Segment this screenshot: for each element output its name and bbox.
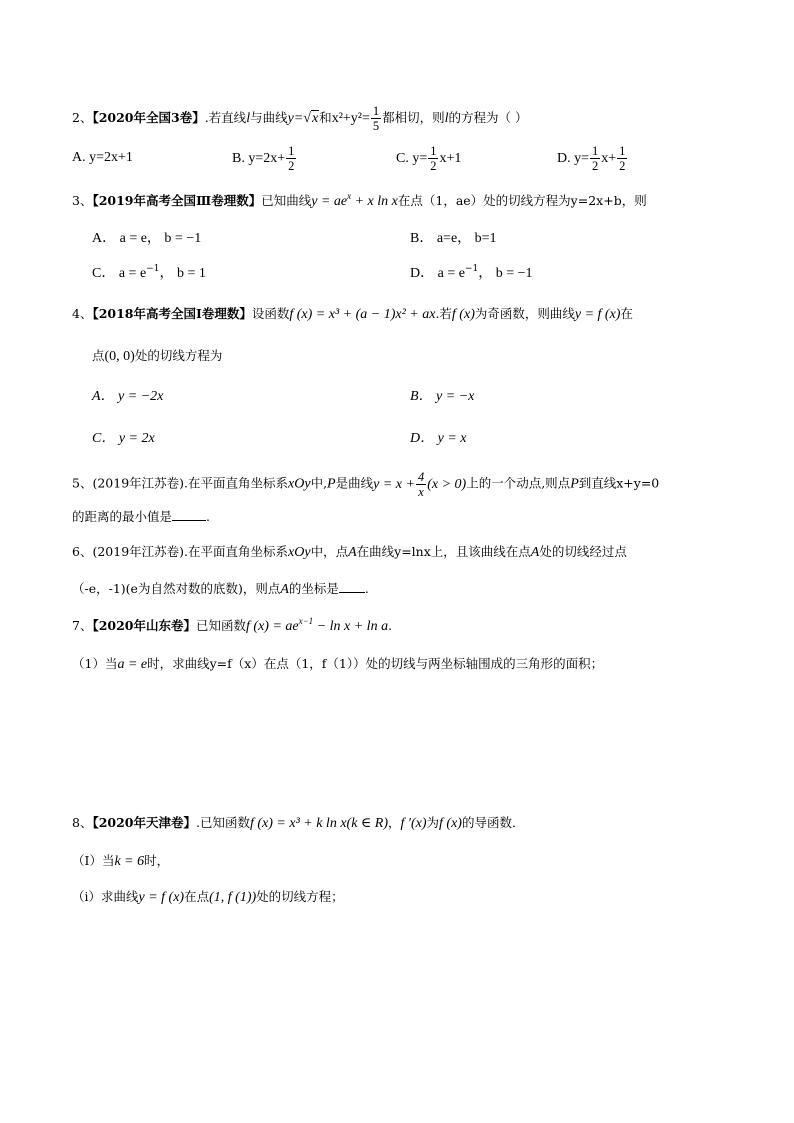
q4-point: (0, 0) <box>104 349 135 364</box>
q8-source: 【2020年天津卷】 <box>92 815 196 830</box>
q4-line1 <box>72 305 633 324</box>
q3-line1 <box>72 192 647 211</box>
q4-formula: f (x) = x³ + (a − 1)x² + ax <box>289 307 436 322</box>
q2-sqrt: √x <box>303 111 319 126</box>
q7-source: 【2020年山东卷】 <box>92 618 196 633</box>
q6-xoy: xOy <box>288 545 311 560</box>
q7-line1: 7、【2020年山东卷】已知函数f $(x) = ae^{x-1} - \ln x + \ln a$. <box>72 616 393 634</box>
q2-text-3: 和 <box>319 110 332 125</box>
q4-line2: 点(0, 0)处的切线方程为 <box>92 348 223 364</box>
q8-derivative: f ′(x) <box>400 816 427 831</box>
q7-number: 7、 <box>72 618 93 633</box>
q7-formula: f $(x) = ae^{x-1} - \ln x + \ln a$ <box>246 616 389 634</box>
q2-source: 【2020年全国3卷】 <box>92 110 205 125</box>
q8-formula: f (x) = x³ + k ln x(k ∈ R) <box>249 816 388 831</box>
q2-option-d: D. y= $\frac{1}{2}$ x+ $\frac{1}{2}$ <box>557 144 626 173</box>
q3-text-1: 已知曲线 <box>261 193 312 208</box>
q8-line1: 8、【2020年天津卷】.已知函数f (x) = x³ + k ln x(k ∈ R)，f ′(x)为f (x)的导函数． <box>72 815 525 831</box>
q3-text-2: 在点（1，ae）处的切线方程为y=2x+b，则 <box>397 193 647 208</box>
q5-source: (2019年江苏卷) <box>92 475 185 491</box>
q8-subpart-i: （i）求曲线y = f (x)在点(1, f (1))处的切线方程； <box>72 889 344 905</box>
q4-text-4: 在 <box>620 306 633 321</box>
q4-option-d: D． y = x <box>410 431 467 446</box>
q7-part1: （1）当a = e时，求曲线y=f（x）在点（1，f（1））处的切线与两坐标轴围成的三角形的面积； <box>72 656 604 672</box>
q4-number: 4、 <box>72 306 93 321</box>
q2-text-5: 的方程为（ ） <box>448 110 528 125</box>
q2-text-2: 与曲线 <box>250 110 288 125</box>
q2-number: 2、 <box>72 110 93 125</box>
q5-line1: 5、(2019年江苏卷).在平面直角坐标系xOy中,P是曲线y = x + $\frac{4}{x}$ (x > 0)上的一个动点,则点P到直线x+y=0 <box>72 470 660 499</box>
q6-line1: 6、(2019年江苏卷).在平面直角坐标系xOy中，点A在曲线y=lnx上，且该曲线在点A处的切线经过点 <box>72 544 627 560</box>
q8-number: 8、 <box>72 815 93 830</box>
q2-option-c: C. y= $\frac{1}{2}$ x+1 <box>396 144 462 173</box>
q2-option-a: A. y=2x+1 <box>72 150 133 165</box>
q8-part1: （Ⅰ）当k = 6时， <box>72 853 170 869</box>
q3-formula: $y = ae^x + x$ ln x <box>311 191 398 209</box>
q3-option-a: A． a = e， b = −1 <box>92 231 202 246</box>
q2-line1 <box>72 104 528 133</box>
q4-source: 【2018年高考全国Ⅰ卷理数】 <box>92 306 252 321</box>
q4-text-2: .若 <box>435 306 452 321</box>
q5-line2: 的距离的最小值是 . <box>72 509 210 524</box>
q4-fx: f (x) <box>451 307 475 322</box>
q6-answer-blank[interactable] <box>339 580 365 593</box>
q6-source: (2019年江苏卷) <box>92 544 185 559</box>
q2-option-b: B. y=2x+ $\frac{1}{2}$ <box>232 144 295 173</box>
q4-text-1: 设函数 <box>251 306 290 321</box>
q5-number: 5、 <box>72 475 93 491</box>
q4-option-a: A． y = −2x <box>92 389 164 404</box>
q4-option-b: B． y = −x <box>410 389 475 404</box>
q2-text-4: 都相切，则 <box>382 110 445 125</box>
q5-answer-blank[interactable] <box>172 508 206 521</box>
q2-eq2: x²+y²= <box>331 111 370 126</box>
q3-number: 3、 <box>72 193 93 208</box>
q3-source: 【2019年高考全国Ⅲ卷理数】 <box>92 193 262 208</box>
q2-line-l: l <box>246 111 251 126</box>
q2-text-1: .若直线 <box>204 110 247 125</box>
q4-option-c: C． y = 2x <box>92 431 155 446</box>
q3-option-c: C． $a = e^{-1}$， b = 1 <box>92 264 206 281</box>
q6-line2: （-e，-1)(e为自然对数的底数)，则点A的坐标是 . <box>72 581 369 597</box>
q2-fraction: $\frac{1}{5}$ <box>372 104 380 133</box>
q5-xoy: xOy <box>288 476 311 492</box>
q2-eq1: y= <box>287 111 304 126</box>
q4-text-3: 为奇函数，则曲线 <box>474 306 575 321</box>
q6-number: 6、 <box>72 544 93 559</box>
q3-option-b: B． a=e， b=1 <box>410 231 497 246</box>
q4-curve: y = f (x) <box>574 307 621 322</box>
q5-formula: y = x + $\frac{4}{x}$ (x > 0) <box>373 470 467 499</box>
q3-option-d: D． $a = e^{-1}$， b = −1 <box>410 264 533 281</box>
q2-line-l-2: l <box>444 111 449 126</box>
